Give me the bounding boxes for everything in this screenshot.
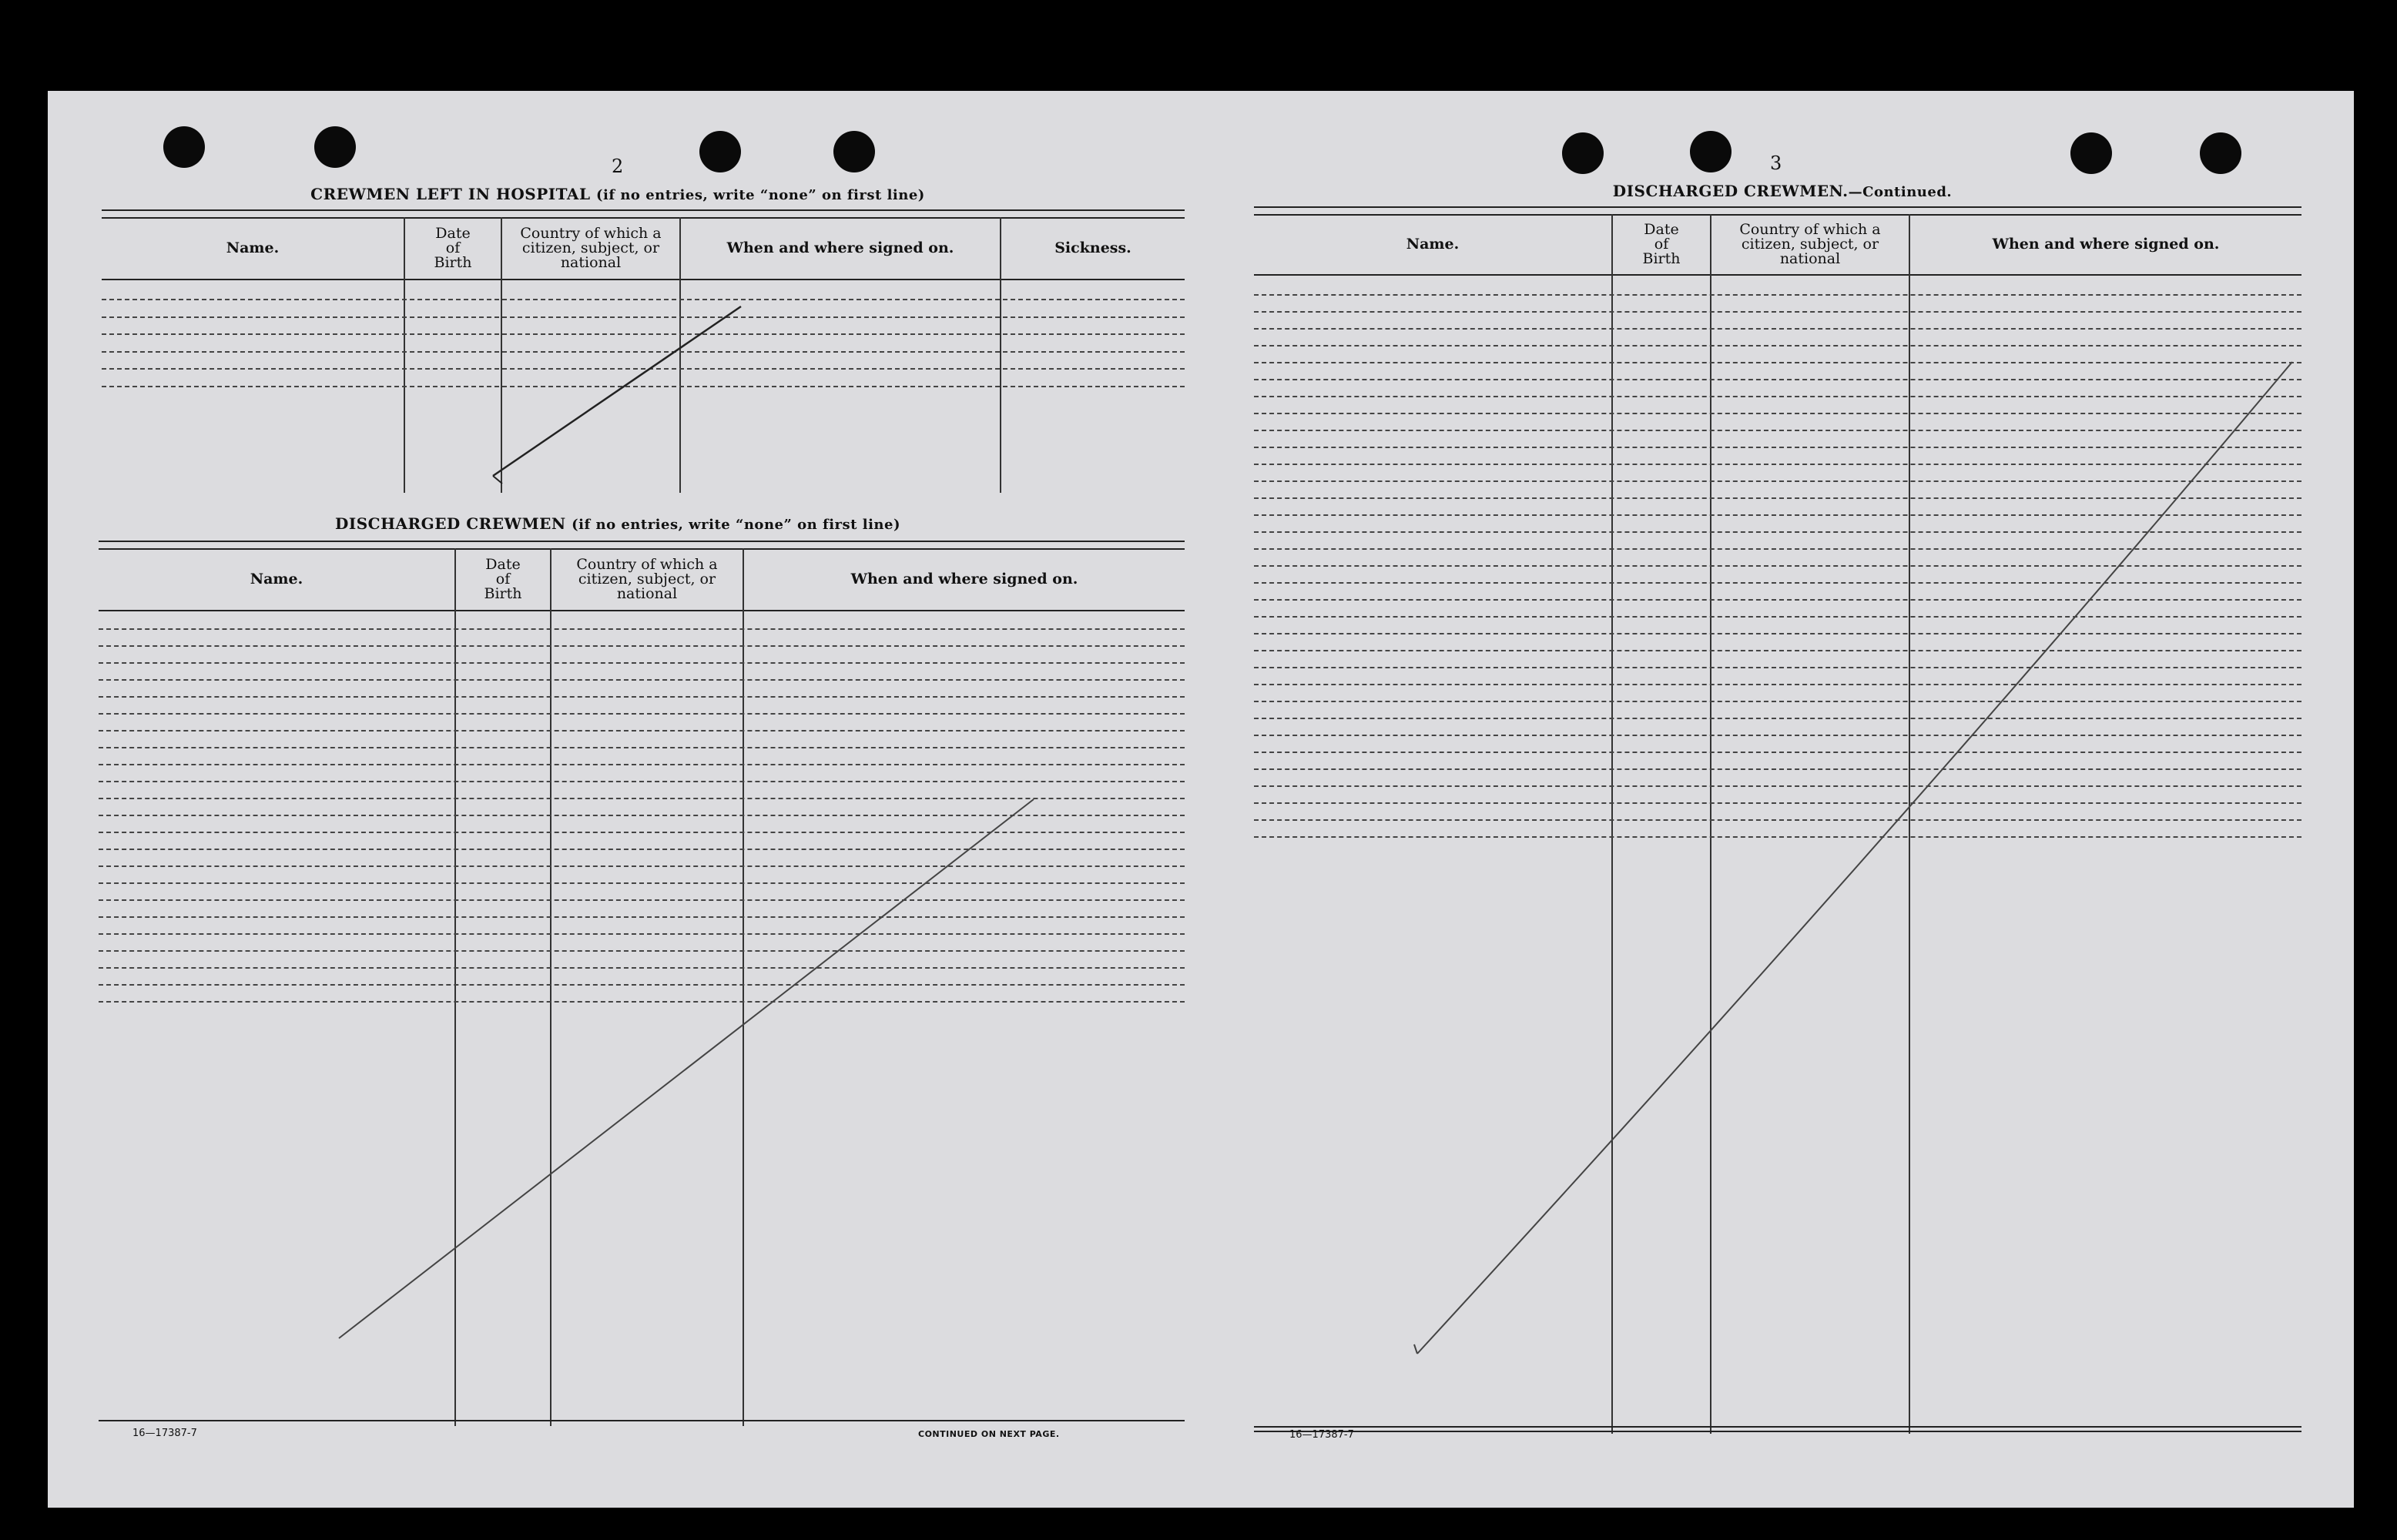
col-signed-on: When and where signed on. <box>726 239 954 256</box>
strike-line <box>493 476 502 484</box>
col-country: Country of which a citizen, subject, or national <box>520 224 662 271</box>
col-name: Name. <box>226 239 280 256</box>
col-date-of-birth: Date of Birth <box>484 555 522 602</box>
form-number: 16—17387-7 <box>132 1428 197 1439</box>
discharged-section-title: DISCHARGED CREWMEN (if no entries, write “none” on first line) <box>335 514 900 533</box>
continued-note: CONTINUED ON NEXT PAGE. <box>918 1429 1060 1439</box>
strike-line <box>1414 1344 1417 1354</box>
strike-line <box>493 306 741 476</box>
col-date-of-birth: Date of Birth <box>434 224 472 271</box>
col-signed-on: When and where signed on. <box>850 570 1078 588</box>
col-country: Country of which a citizen, subject, or national <box>1739 220 1881 267</box>
hospital-section-title: CREWMEN LEFT IN HOSPITAL (if no entries, write “none” on first line) <box>310 185 925 203</box>
col-name: Name. <box>1406 235 1460 253</box>
page-number: 2 <box>612 156 624 177</box>
left-page <box>48 91 1212 1508</box>
col-country: Country of which a citizen, subject, or national <box>576 555 718 602</box>
col-sickness: Sickness. <box>1054 239 1131 256</box>
strike-line <box>1417 362 2292 1354</box>
strike-line <box>339 799 1034 1338</box>
col-signed-on: When and where signed on. <box>1992 235 2220 253</box>
cancellation-strokes <box>1212 91 2354 1508</box>
form-number: 16—17387-7 <box>1289 1429 1354 1441</box>
discharged-continued-title: DISCHARGED CREWMEN.—Continued. <box>1612 182 1953 200</box>
page-number: 3 <box>1770 152 1782 174</box>
col-date-of-birth: Date of Birth <box>1642 220 1681 267</box>
col-name: Name. <box>250 570 303 588</box>
right-page <box>1212 91 2354 1508</box>
cancellation-strokes <box>48 91 1212 1508</box>
